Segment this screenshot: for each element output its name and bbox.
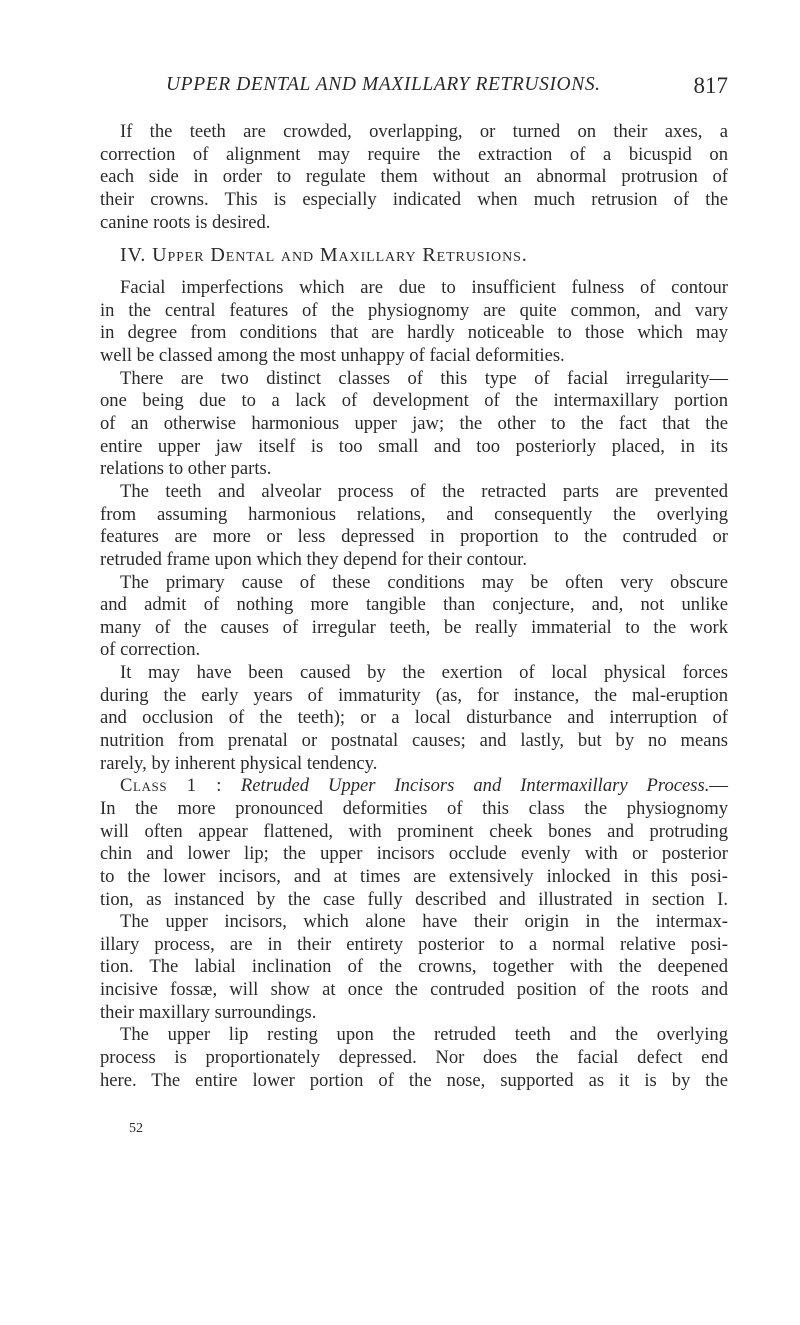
paragraph [100,121,728,234]
text-line: many of the causes of irregular teeth, be really immaterial to the work [100,616,728,638]
text-line: incisive fossæ, will show at once the contruded position of the roots and [100,979,728,1001]
text-line: each side in order to regulate them without an abnormal protrusion of [100,166,728,188]
text-line: rarely, by inherent physical tendency. [100,752,378,774]
text-line: to the lower incisors, and at times are extensively inlocked in this posi- [100,865,728,887]
text-line: tion, as instanced by the case fully described and illustrated in section I. [100,888,728,910]
text-line: The upper incisors, which alone have their origin in the intermax- [120,911,728,933]
text-line: illary process, are in their entirety posterior to a normal relative posi- [100,933,728,955]
class-1-paragraph [100,775,728,911]
text-line: relations to other parts. [100,458,272,480]
paragraph [100,911,728,1024]
paragraph [100,1024,728,1092]
text-line: retruded frame upon which they depend for their contour. [100,548,527,570]
page-number: 817 [693,73,728,98]
text-line: will often appear flattened, with prominent cheek bones and protruding [100,820,728,842]
class-heading-line [100,775,728,798]
class-title: Retruded Upper Incisors and Intermaxillary Process. [240,775,710,797]
text-line: There are two distinct classes of this type of facial irregularity— [120,367,728,389]
text-line: Facial imperfections which are due to insufficient fulness of contour [120,277,728,299]
text-line: features are more or less depressed in proportion to the contruded or [100,526,728,548]
text-line: entire upper jaw itself is too small and too posteriorly placed, in its [100,435,728,457]
paragraph [100,662,728,775]
text-line: nutrition from prenatal or postnatal causes; and lastly, but by no means [100,730,728,752]
text-line: well be classed among the most unhappy of facial deformities. [100,345,565,367]
text-line: in degree from conditions that are hardly noticeable to those which may [100,322,728,344]
text-line: and occlusion of the teeth); or a local disturbance and interruption of [100,707,728,729]
text-line: of an otherwise harmonious upper jaw; the other to the fact that the [100,413,728,435]
text-line: during the early years of immaturity (as, for instance, the mal-eruption [100,684,728,706]
signature-mark: 52 [129,1121,143,1136]
text-line: their maxillary surroundings. [100,1001,317,1023]
text-line: canine roots is desired. [100,211,271,233]
text-line: here. The entire lower portion of the nose, supported as it is by the [100,1069,728,1091]
text-line: The teeth and alveolar process of the retracted parts are prevented [120,480,728,502]
running-head [100,74,728,104]
body-text [100,121,728,1092]
text-line: and admit of nothing more tangible than conjecture, and, not unlike [100,594,728,616]
text-line: one being due to a lack of development of the intermaxillary portion [100,390,728,412]
text-line: of correction. [100,639,201,661]
paragraph [100,572,728,663]
paragraph [100,368,728,481]
text-line: It may have been caused by the exertion of local physical forces [120,662,728,684]
text-line: from assuming harmonious relations, and consequently the overlying [100,503,728,525]
text-line: chin and lower lip; the upper incisors occlude evenly with or posterior [100,843,728,865]
text-line: tion. The labial inclination of the crowns, together with the deepened [100,956,728,978]
text-line: In the more pronounced deformities of this class the physiognomy [100,797,728,819]
section-heading: IV. Upper Dental and Maxillary Retrusions. [120,244,528,267]
text-line: correction of alignment may require the extraction of a bicuspid on [100,143,728,165]
running-title: UPPER DENTAL AND MAXILLARY RETRUSIONS. [166,74,601,95]
class-label: Class 1 : [120,775,222,797]
text-line: If the teeth are crowded, overlapping, or turned on their axes, a [120,121,728,142]
paragraph [100,481,728,572]
text-line: process is proportionately depressed. Nor does the facial defect end [100,1046,728,1068]
text-line: in the central features of the physiognomy are quite common, and vary [100,299,728,321]
class-dash: — [709,775,728,797]
text-line: The primary cause of these conditions may be often very obscure [120,571,728,593]
text-line: The upper lip resting upon the retruded teeth and the overlying [120,1024,728,1046]
text-line: their crowns. This is especially indicated when much retrusion of the [100,188,728,210]
paragraph [100,277,728,368]
